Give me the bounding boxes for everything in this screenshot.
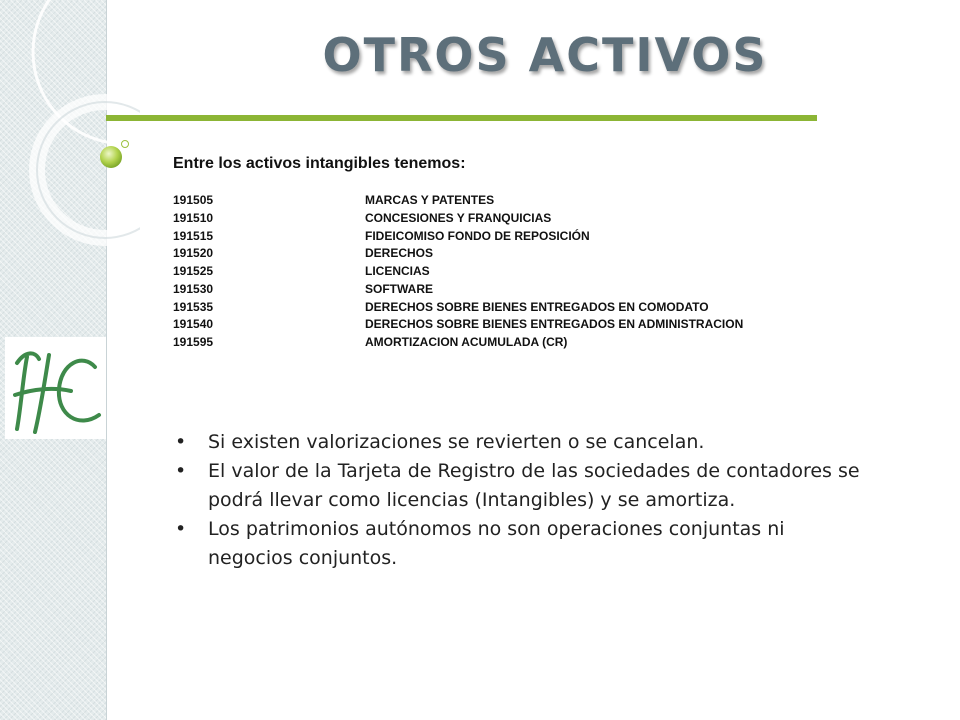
account-row bbox=[173, 264, 873, 282]
bullet-icon: • bbox=[175, 431, 187, 453]
account-name: CONCESIONES Y FRANQUICIAS bbox=[365, 210, 552, 225]
account-row bbox=[173, 282, 873, 300]
account-name: FIDEICOMISO FONDO DE REPOSICIÓN bbox=[365, 228, 590, 243]
account-row bbox=[173, 193, 873, 211]
account-name: MARCAS Y PATENTES bbox=[365, 193, 495, 207]
account-code: 191515 bbox=[173, 228, 214, 243]
account-code: 191595 bbox=[173, 335, 214, 349]
account-list bbox=[173, 193, 873, 353]
account-code: 191520 bbox=[173, 246, 214, 261]
account-name: LICENCIAS bbox=[365, 264, 430, 278]
title-underline bbox=[106, 115, 817, 121]
account-row bbox=[173, 246, 873, 264]
bullet-icon: • bbox=[175, 460, 187, 482]
bullet-item bbox=[173, 457, 863, 515]
account-code: 191525 bbox=[173, 264, 214, 278]
account-name: DERECHOS bbox=[365, 246, 434, 261]
bullet-item bbox=[173, 515, 863, 573]
decorative-rings bbox=[0, 0, 140, 280]
hc-monogram-logo bbox=[5, 337, 106, 439]
account-name: AMORTIZACION ACUMULADA (CR) bbox=[365, 335, 568, 349]
small-ring-icon bbox=[120, 139, 130, 149]
bullet-text: Si existen valorizaciones se revierten o se cancelan. bbox=[208, 431, 705, 453]
account-code: 191510 bbox=[173, 210, 214, 225]
bullet-text: Los patrimonios autónomos no son operaciones conjuntas ni negocios conjuntos. bbox=[208, 518, 785, 569]
account-name: DERECHOS SOBRE BIENES ENTREGADOS EN ADMINISTRACION bbox=[365, 317, 744, 332]
bullet-text: El valor de la Tarjeta de Registro de las sociedades de contadores se podrá llevar como licencias (Intangibles) y se amortiza. bbox=[208, 460, 860, 511]
account-code: 191535 bbox=[173, 299, 214, 314]
hc-monogram-icon bbox=[5, 337, 106, 439]
bullet-icon: • bbox=[175, 518, 187, 540]
intro-text: Entre los activos intangibles tenemos: bbox=[173, 155, 466, 172]
account-row bbox=[173, 300, 873, 318]
slide-title: OTROS ACTIVOS bbox=[322, 28, 768, 82]
bullet-list bbox=[173, 428, 863, 573]
account-code: 191505 bbox=[173, 193, 214, 207]
account-name: SOFTWARE bbox=[365, 281, 433, 296]
account-row bbox=[173, 229, 873, 247]
account-name: DERECHOS SOBRE BIENES ENTREGADOS EN COMODATO bbox=[365, 299, 709, 314]
account-code: 191530 bbox=[173, 281, 214, 296]
account-row bbox=[173, 317, 873, 335]
bullet-item bbox=[173, 428, 863, 457]
account-code: 191540 bbox=[173, 317, 214, 332]
account-row bbox=[173, 211, 873, 229]
account-row bbox=[173, 335, 873, 353]
